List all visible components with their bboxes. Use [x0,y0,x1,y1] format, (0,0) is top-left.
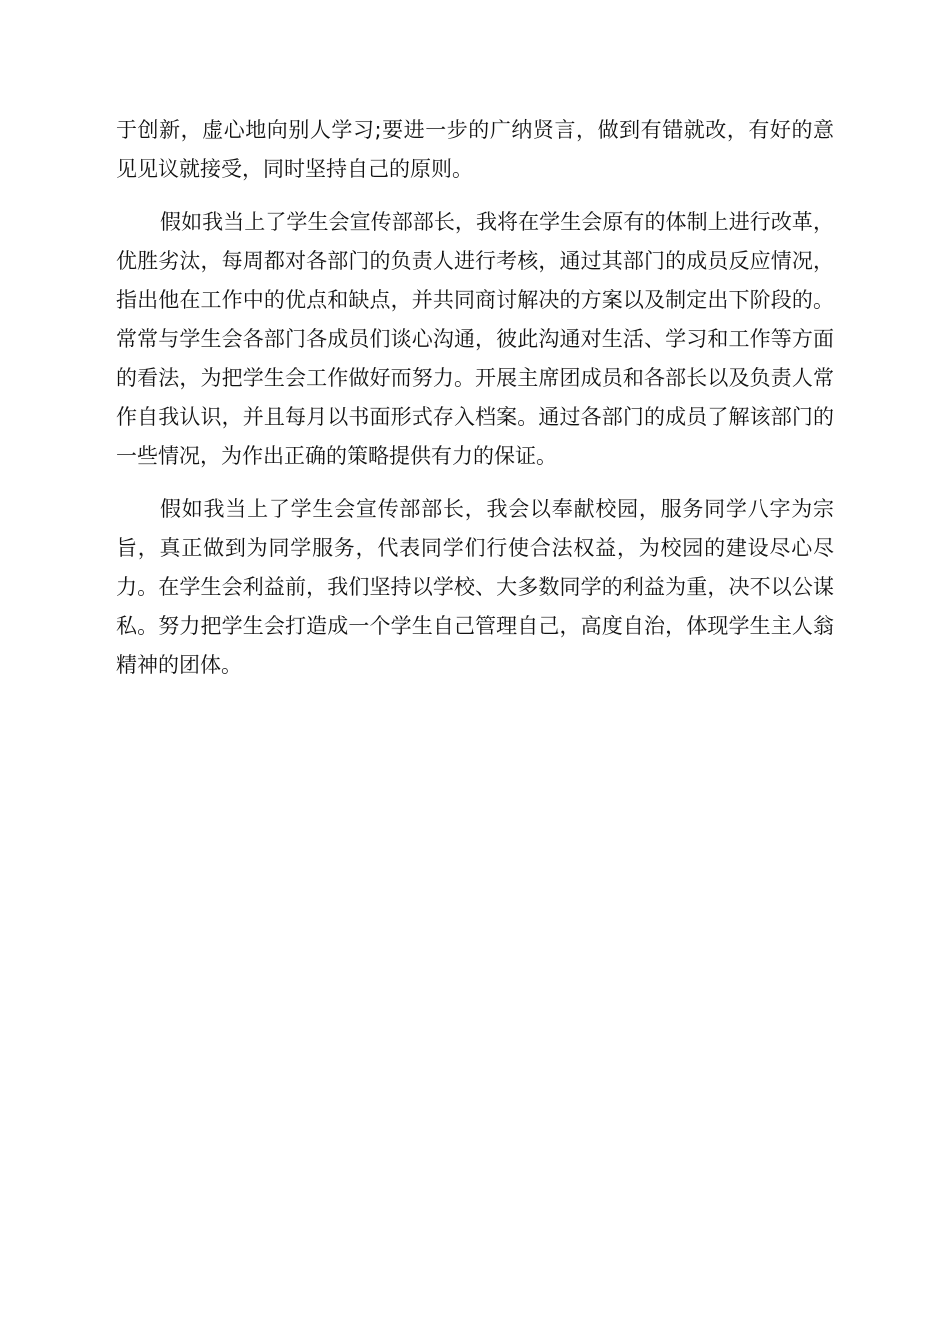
document-body [116,111,834,699]
paragraph-service-goal: 假如我当上了学生会宣传部部长，我会以奉献校园，服务同学八字为宗旨，真正做到为同学服务，代表同学们行使合法权益，为校园的建设尽心尽力。在学生会利益前，我们坚持以学校、大多数同学的利益为重，决不以公谋私。努力把学生会打造成一个学生自己管理自己，高度自治，体现学生主人翁精神的团体。 [116,497,834,677]
paragraph-reform-plan: 假如我当上了学生会宣传部部长，我将在学生会原有的体制上进行改革，优胜劣汰，每周都对各部门的负责人进行考核，通过其部门的成员反应情况，指出他在工作中的优点和缺点，并共同商讨解决的方案以及制定出下阶段的。常常与学生会各部门各成员们谈心沟通，彼此沟通对生活、学习和工作等方面的看法，为把学生会工作做好而努力。开展主席团成员和各部长以及负责人常作自我认识，并且每月以书面形式存入档案。通过各部门的成员了解该部门的一些情况，为作出正确的策略提供有力的保证。 [116,210,834,468]
paragraph-continuation: 于创新，虚心地向别人学习;要进一步的广纳贤言，做到有错就改，有好的意见见议就接受，同时坚持自己的原则。 [116,118,834,181]
